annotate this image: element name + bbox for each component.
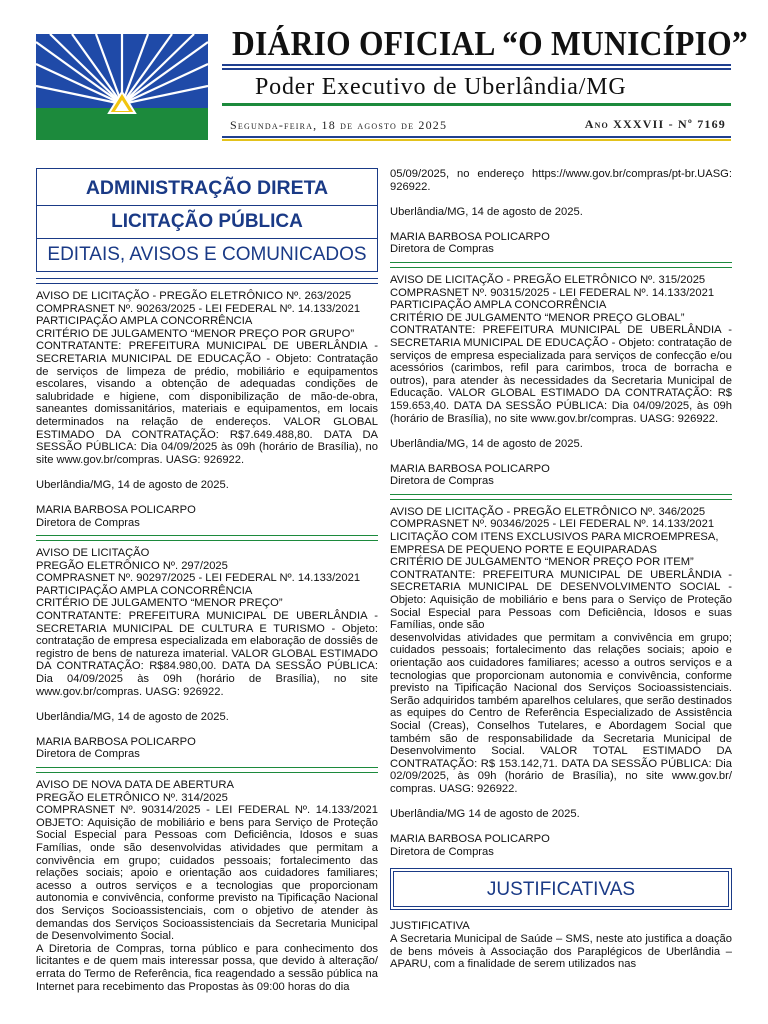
divider (36, 278, 378, 284)
divider (36, 767, 378, 773)
notice-line: PARTICIPAÇÃO AMPLA CONCORRÊNCIA (36, 584, 253, 597)
notice-signer-role: Diretora de Compras (390, 845, 494, 858)
notice-line: AVISO DE LICITAÇÃO - PREGÃO ELETRÔNICO Nº. 263/2025 (36, 290, 352, 302)
masthead-rule (222, 103, 731, 106)
notice-line: AVISO DE NOVA DATA DE ABERTURA (36, 779, 234, 791)
notice-line: PREGÃO ELETRÔNICO Nº. 314/2025 (36, 791, 228, 804)
notice-line: COMPRASNET Nº. 90297/2025 - LEI FEDERAL Nº. 14.133/2021 (36, 572, 361, 585)
notice-line: COMPRASNET Nº. 90263/2025 - LEI FEDERAL Nº. 14.133/2021 (36, 302, 361, 315)
notice-place-date: Uberlândia/MG, 14 de agosto de 2025. (390, 205, 583, 218)
notice-signer: MARIA BARBOSA POLICARPO (390, 462, 550, 475)
notice-body: CONTRATANTE: PREFEITURA MUNICIPAL DE UBERLÂNDIA - SECRETARIA MUNICIPAL DE DESENVOLVIMENTO SOCIAL - Objeto: Aquisição de mobiliário e bens para o Serviço de Proteção Social Especial para Pessoas com Deficiência, Idosos e suas Famílias, onde são (390, 568, 732, 632)
divider (36, 535, 378, 541)
masthead-title: DIÁRIO OFICIAL “O MUNICÍPIO” (232, 24, 748, 63)
notice-line: LICITAÇÃO COM ITENS EXCLUSIVOS PARA MICROEMPRESA, EMPRESA DE PEQUENO PORTE E EQUIPARADAS (390, 531, 719, 556)
notice-body: COMPRASNET Nº. 90314/2025 - LEI FEDERAL Nº. 14.133/2021 OBJETO: Aquisição de mobiliário e bens para Serviço de Proteção Social Especial para Pessoas com Deficiência, Idosos e suas Famílias, onde são desenvolvidas atividades que permitam a convivência em grupo; cuidados pessoais; fortalecimento das relações sociais; apoio e orientação aos cuidadores familiares; acesso a outros serviços e a tecnologias que proporcionam autonomia e convivência, conforme previsto na Tipificação Nacional dos Serviços Socioassistenciais, com o objetivo de atender às demandas dos Serviços Socioassistenciais da Secretaria Municipal de Desenvolvimento Social. (36, 804, 378, 943)
notice-signer-role: Diretora de Compras (390, 475, 494, 488)
notice-line: COMPRASNET Nº. 90346/2025 - LEI FEDERAL Nº. 14.133/2021 (390, 518, 715, 531)
notice-signer: MARIA BARBOSA POLICARPO (390, 833, 550, 846)
masthead-subtitle: Poder Executivo de Uberlândia/MG (255, 74, 627, 100)
left-column (36, 168, 378, 993)
notice-line: PREGÃO ELETRÔNICO Nº. 297/2025 (36, 559, 228, 572)
notice-body: CONTRATANTE: PREFEITURA MUNICIPAL DE UBERLÂNDIA - SECRETARIA MUNICIPAL DE EDUCAÇÃO - Objeto: Contratação de serviços de limpeza de prédio, mobiliário e equipamentos escolares, visando a obtenção de adequadas condições de salubridade e higiene, com disponibilização de mão-de-obra, saneantes domissanitários, materiais e equipamentos, em locais determinados na relação de endereços. VALOR GLOBAL ESTIMADO DA CONTRATAÇÃO: R$7.649.488,80. DATA DA SESSÃO PÚBLICA: Dia 04/09/2025 às 09h (horário de Brasília), no site www.gov.br/compras. UASG: 926922. (36, 340, 378, 466)
masthead-rule (222, 136, 731, 138)
notice-place-date: Uberlândia/MG, 14 de agosto de 2025. (36, 478, 229, 491)
masthead-rule (222, 139, 731, 141)
divider (390, 262, 732, 268)
notice-signer: MARIA BARBOSA POLICARPO (36, 503, 196, 516)
notice-signer-role: Diretora de Compras (36, 516, 140, 529)
justificativa-label: JUSTIFICATIVA (390, 920, 470, 933)
notice-346 (390, 506, 732, 858)
justificativa-body: A Secretaria Municipal de Saúde – SMS, neste ato justifica a doação de bens móveis à Associação dos Paraplégicos de Uberlândia – APARU, com a finalidade de serem utilizados nas (390, 932, 732, 971)
notice-signer: MARIA BARBOSA POLICARPO (390, 230, 550, 243)
right-column (390, 168, 732, 971)
notice-body: CONTRATANTE: PREFEITURA MUNICIPAL DE UBERLÂNDIA - SECRETARIA MUNICIPAL DE EDUCAÇÃO - Objeto: contratação de serviços de empresa especializada para serviços de confecção e/ou acessórios (carimbos, refil para carimbos, troca de borracha e outros), para atender às necessidades da Secretaria Municipal de Educação. VALOR GLOBAL ESTIMADO DA CONTRATAÇÃO: R$ 159.653,40. DATA DA SESSÃO PÚBLICA: Dia 04/09/2025, às 09h (horário de Brasília), no site www.gov.br/compras. UASG: 926922. (390, 324, 732, 425)
notice-line: PARTICIPAÇÃO AMPLA CONCORRÊNCIA (390, 299, 607, 312)
notice-line: COMPRASNET Nº. 90315/2025 - LEI FEDERAL Nº. 14.133/2021 (390, 286, 715, 299)
section-subtitle: LICITAÇÃO PÚBLICA (37, 206, 377, 239)
masthead-rule (222, 68, 731, 70)
section-title: ADMINISTRAÇÃO DIRETA (37, 169, 377, 206)
notice-line: AVISO DE LICITAÇÃO - PREGÃO ELETRÔNICO Nº. 346/2025 (390, 505, 706, 518)
notice-signer-role: Diretora de Compras (36, 748, 140, 761)
notice-place-date: Uberlândia/MG, 14 de agosto de 2025. (390, 437, 583, 450)
justificativas-heading: JUSTIFICATIVAS (390, 868, 732, 910)
notice-body: desenvolvidas atividades que permitam a convivência em grupo; cuidados pessoais; fortalecimento das relações sociais; apoio e orientação aos cuidadores familiares; acesso a outros serviços e a tecnologias que proporcionam autonomia e convivência, conforme previsto na Tipificação Nacional dos Serviços Socioassistenciais. Serão adquiridos também aparelhos celulares, que serão destinados as equipes do Centro de Referência Especializado de Assistência Social (Creas), Conselhos Tutelares, e Abordagem Social que também são de responsabilidade da Secretaria Municipal de Desenvolvimento Social. VALOR TOTAL ESTIMADO DA CONTRATAÇÃO: R$ 153.142,71. DATA DA SESSÃO PÚBLICA: Dia 02/09/2025, às 09h (horário de Brasília), no site www.gov.br/ compras. UASG: 926922. (390, 631, 732, 795)
notice-line: AVISO DE LICITAÇÃO (36, 547, 150, 560)
notice-line: CRITÉRIO DE JULGAMENTO “MENOR PREÇO POR GRUPO” (36, 327, 355, 340)
notice-314-continued (390, 168, 732, 256)
masthead-rule (222, 64, 731, 66)
notice-314 (36, 779, 378, 993)
notice-body: CONTRATANTE: PREFEITURA MUNICIPAL DE UBERLÂNDIA - SECRETARIA MUNICIPAL DE CULTURA E TURISMO - Objeto: contratação de empresa especializada em elaboração de dossiês de registro de bens de natureza imaterial. VALOR GLOBAL ESTIMADO DA CONTRATAÇÃO: R$84.980,00. DATA DA SESSÃO PÚBLICA: Dia 04/09/2025 às 09h (horário de Brasília), no site www.gov.br/compras. UASG: 926922. (36, 610, 378, 698)
notice-line: CRITÉRIO DE JULGAMENTO “MENOR PREÇO GLOBAL” (390, 311, 685, 324)
notice-body: 05/09/2025, no endereço https://www.gov.br/compras/pt-br.UASG: 926922. (390, 168, 732, 193)
notice-263 (36, 290, 378, 529)
notice-line: PARTICIPAÇÃO AMPLA CONCORRÊNCIA (36, 315, 253, 328)
notice-body: A Diretoria de Compras, torna público e para conhecimento dos licitantes e de quem mais interessar possa, que devido à alteração/ errata do Termo de Referência, fica reagendado a sessão pública na Internet para recebimento das Propostas às 09:00 horas do dia (36, 942, 378, 993)
notice-315 (390, 274, 732, 488)
section-header-box (36, 168, 378, 272)
notice-place-date: Uberlândia/MG, 14 de agosto de 2025. (36, 710, 229, 723)
notice-line: CRITÉRIO DE JULGAMENTO “MENOR PREÇO POR ITEM” (390, 556, 694, 569)
divider (390, 494, 732, 500)
notice-signer-role: Diretora de Compras (390, 243, 494, 256)
uberlandia-flag-logo (36, 34, 208, 140)
justificativa-notice (390, 920, 732, 970)
notice-line: AVISO DE LICITAÇÃO - PREGÃO ELETRÔNICO Nº. 315/2025 (390, 273, 706, 286)
edition-number: Ano XXXVII - Nº 7169 (584, 117, 726, 131)
notice-place-date: Uberlândia/MG 14 de agosto de 2025. (390, 808, 580, 821)
notice-line: CRITÉRIO DE JULGAMENTO “MENOR PREÇO” (36, 597, 283, 610)
publication-date: Segunda-feira, 18 de agosto de 2025 (230, 118, 448, 132)
notice-297 (36, 547, 378, 761)
section-category: EDITAIS, AVISOS E COMUNICADOS (47, 244, 367, 265)
notice-signer: MARIA BARBOSA POLICARPO (36, 735, 196, 748)
